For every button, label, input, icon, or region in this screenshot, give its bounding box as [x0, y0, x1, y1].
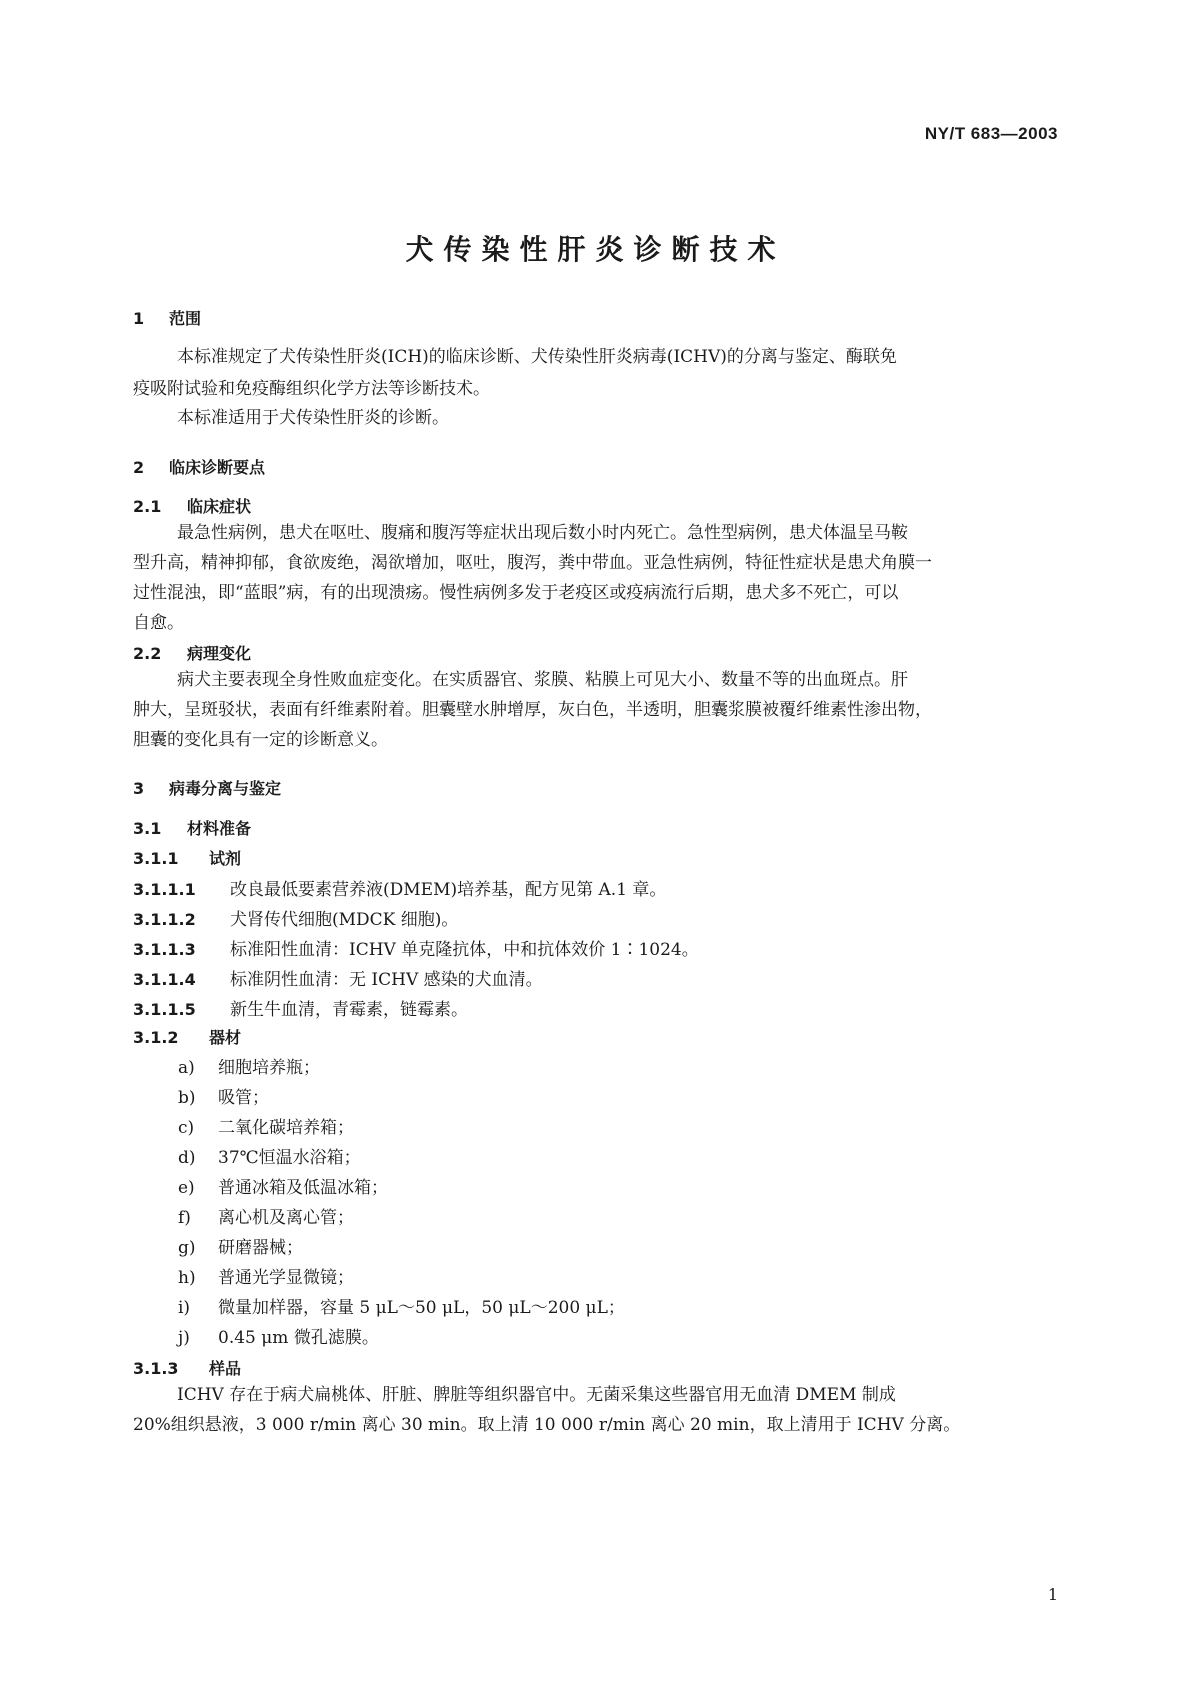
item-text: 研磨器械；	[218, 1238, 303, 1258]
reagent-item	[133, 965, 543, 990]
list-marker: g)	[178, 1238, 196, 1258]
item-text: 犬肾传代细胞(MDCK 细胞)。	[230, 910, 459, 930]
section-number: 3.1.1	[133, 849, 179, 868]
section-number: 3.1.2	[133, 1028, 179, 1047]
section-title: 器材	[209, 1028, 242, 1047]
list-marker: i)	[178, 1298, 191, 1318]
reagent-item	[133, 995, 468, 1020]
standard-number: NY/T 683—2003	[924, 124, 1058, 143]
paragraph-line: 疫吸附试验和免疫酶组织化学方法等诊断技术。	[133, 379, 490, 399]
equipment-item	[178, 1173, 388, 1198]
paragraph-line: 胆囊的变化具有一定的诊断意义。	[133, 730, 388, 750]
paragraph-line: 型升高，精神抑郁，食欲废绝，渴欲增加，呕吐，腹泻，粪中带血。亚急性病例，特征性症状是患犬角膜一	[133, 553, 932, 573]
section-heading-3	[133, 776, 281, 799]
equipment-item	[178, 1143, 361, 1168]
paragraph-line: 20%组织悬液，3 000 r/min 离心 30 min。取上清 10 000 r/min 离心 20 min，取上清用于 ICHV 分离。	[133, 1415, 961, 1435]
item-text: 0.45 μm 微孔滤膜。	[218, 1328, 379, 1348]
list-marker: b)	[178, 1088, 196, 1108]
list-marker: c)	[178, 1118, 195, 1138]
item-number: 3.1.1.2	[133, 910, 196, 929]
item-number: 3.1.1.3	[133, 940, 196, 959]
section-number: 2.2	[133, 644, 162, 663]
equipment-item	[178, 1293, 625, 1318]
equipment-item	[178, 1233, 303, 1258]
reagent-item	[133, 905, 458, 930]
equipment-item	[178, 1083, 269, 1108]
section-title: 病毒分离与鉴定	[169, 779, 282, 798]
subsection-heading-2-2	[133, 641, 251, 664]
paragraph-line: 病犬主要表现全身性败血症变化。在实质器官、浆膜、粘膜上可见大小、数量不等的出血斑点。肝	[177, 670, 908, 690]
list-marker: d)	[178, 1148, 196, 1168]
section-heading-2	[133, 455, 265, 478]
item-text: 二氧化碳培养箱；	[218, 1118, 354, 1138]
section-title: 范围	[169, 309, 202, 328]
reagent-item	[133, 935, 699, 960]
subsection-heading-2-1	[133, 494, 251, 517]
section-title: 临床症状	[187, 497, 252, 516]
section-title: 材料准备	[187, 819, 252, 838]
item-text: 标准阳性血清：ICHV 单克隆抗体，中和抗体效价 1∶1024。	[230, 940, 699, 960]
equipment-item	[178, 1323, 379, 1348]
paragraph-line: 肿大，呈斑驳状，表面有纤维素附着。胆囊壁水肿增厚，灰白色，半透明，胆囊浆膜被覆纤维素性渗出物，	[133, 700, 932, 720]
item-text: 普通光学显微镜；	[218, 1268, 354, 1288]
equipment-item	[178, 1113, 354, 1138]
section-number: 3.1.3	[133, 1359, 179, 1378]
paragraph-line: 自愈。	[133, 613, 184, 633]
subsection-heading-3-1-3	[133, 1356, 241, 1379]
paragraph-line: 最急性病例，患犬在呕吐、腹痛和腹泻等症状出现后数小时内死亡。急性型病例，患犬体温呈马鞍	[177, 523, 908, 543]
reagent-item	[133, 875, 666, 900]
list-marker: a)	[178, 1058, 195, 1078]
section-title: 病理变化	[187, 644, 252, 663]
page-number: 1	[1047, 1585, 1058, 1604]
paragraph-line: 本标准适用于犬传染性肝炎的诊断。	[177, 408, 449, 428]
item-text: 细胞培养瓶；	[218, 1058, 320, 1078]
list-marker: e)	[178, 1178, 195, 1198]
paragraph-line: ICHV 存在于病犬扁桃体、肝脏、脾脏等组织器官中。无菌采集这些器官用无血清 DMEM 制成	[177, 1385, 896, 1405]
item-text: 吸管；	[218, 1088, 269, 1108]
section-number: 2.1	[133, 497, 162, 516]
section-number: 3.1	[133, 819, 162, 838]
section-number: 2	[133, 458, 145, 477]
list-marker: h)	[178, 1268, 196, 1288]
item-text: 普通冰箱及低温冰箱；	[218, 1178, 388, 1198]
section-heading-1	[133, 306, 201, 329]
item-text: 改良最低要素营养液(DMEM)培养基，配方见第 A.1 章。	[230, 880, 667, 900]
subsection-heading-3-1-1	[133, 846, 241, 869]
equipment-item	[178, 1203, 354, 1228]
item-text: 标准阴性血清：无 ICHV 感染的犬血清。	[230, 970, 543, 990]
section-number: 1	[133, 309, 145, 328]
item-text: 微量加样器，容量 5 μL～50 μL，50 μL～200 μL；	[218, 1298, 625, 1318]
subsection-heading-3-1	[133, 816, 251, 839]
subsection-heading-3-1-2	[133, 1025, 241, 1048]
equipment-item	[178, 1053, 320, 1078]
section-title: 样品	[209, 1359, 242, 1378]
page-title: 犬传染性肝炎诊断技术	[405, 233, 786, 266]
paragraph-line: 本标准规定了犬传染性肝炎(ICH)的临床诊断、犬传染性肝炎病毒(ICHV)的分离与鉴定、酶联免	[177, 347, 897, 367]
equipment-item	[178, 1263, 354, 1288]
section-number: 3	[133, 779, 145, 798]
item-text: 离心机及离心管；	[218, 1208, 354, 1228]
item-number: 3.1.1.4	[133, 970, 196, 989]
item-number: 3.1.1.1	[133, 880, 196, 899]
item-text: 37℃恒温水浴箱；	[218, 1148, 361, 1168]
list-marker: j)	[178, 1328, 190, 1348]
section-title: 试剂	[209, 849, 242, 868]
paragraph-line: 过性混浊，即“蓝眼”病，有的出现溃疡。慢性病例多发于老疫区或疫病流行后期，患犬多不死亡，可以	[133, 583, 899, 603]
list-marker: f)	[178, 1208, 191, 1228]
section-title: 临床诊断要点	[169, 458, 266, 477]
item-text: 新生牛血清，青霉素，链霉素。	[230, 1000, 468, 1020]
item-number: 3.1.1.5	[133, 1000, 196, 1019]
